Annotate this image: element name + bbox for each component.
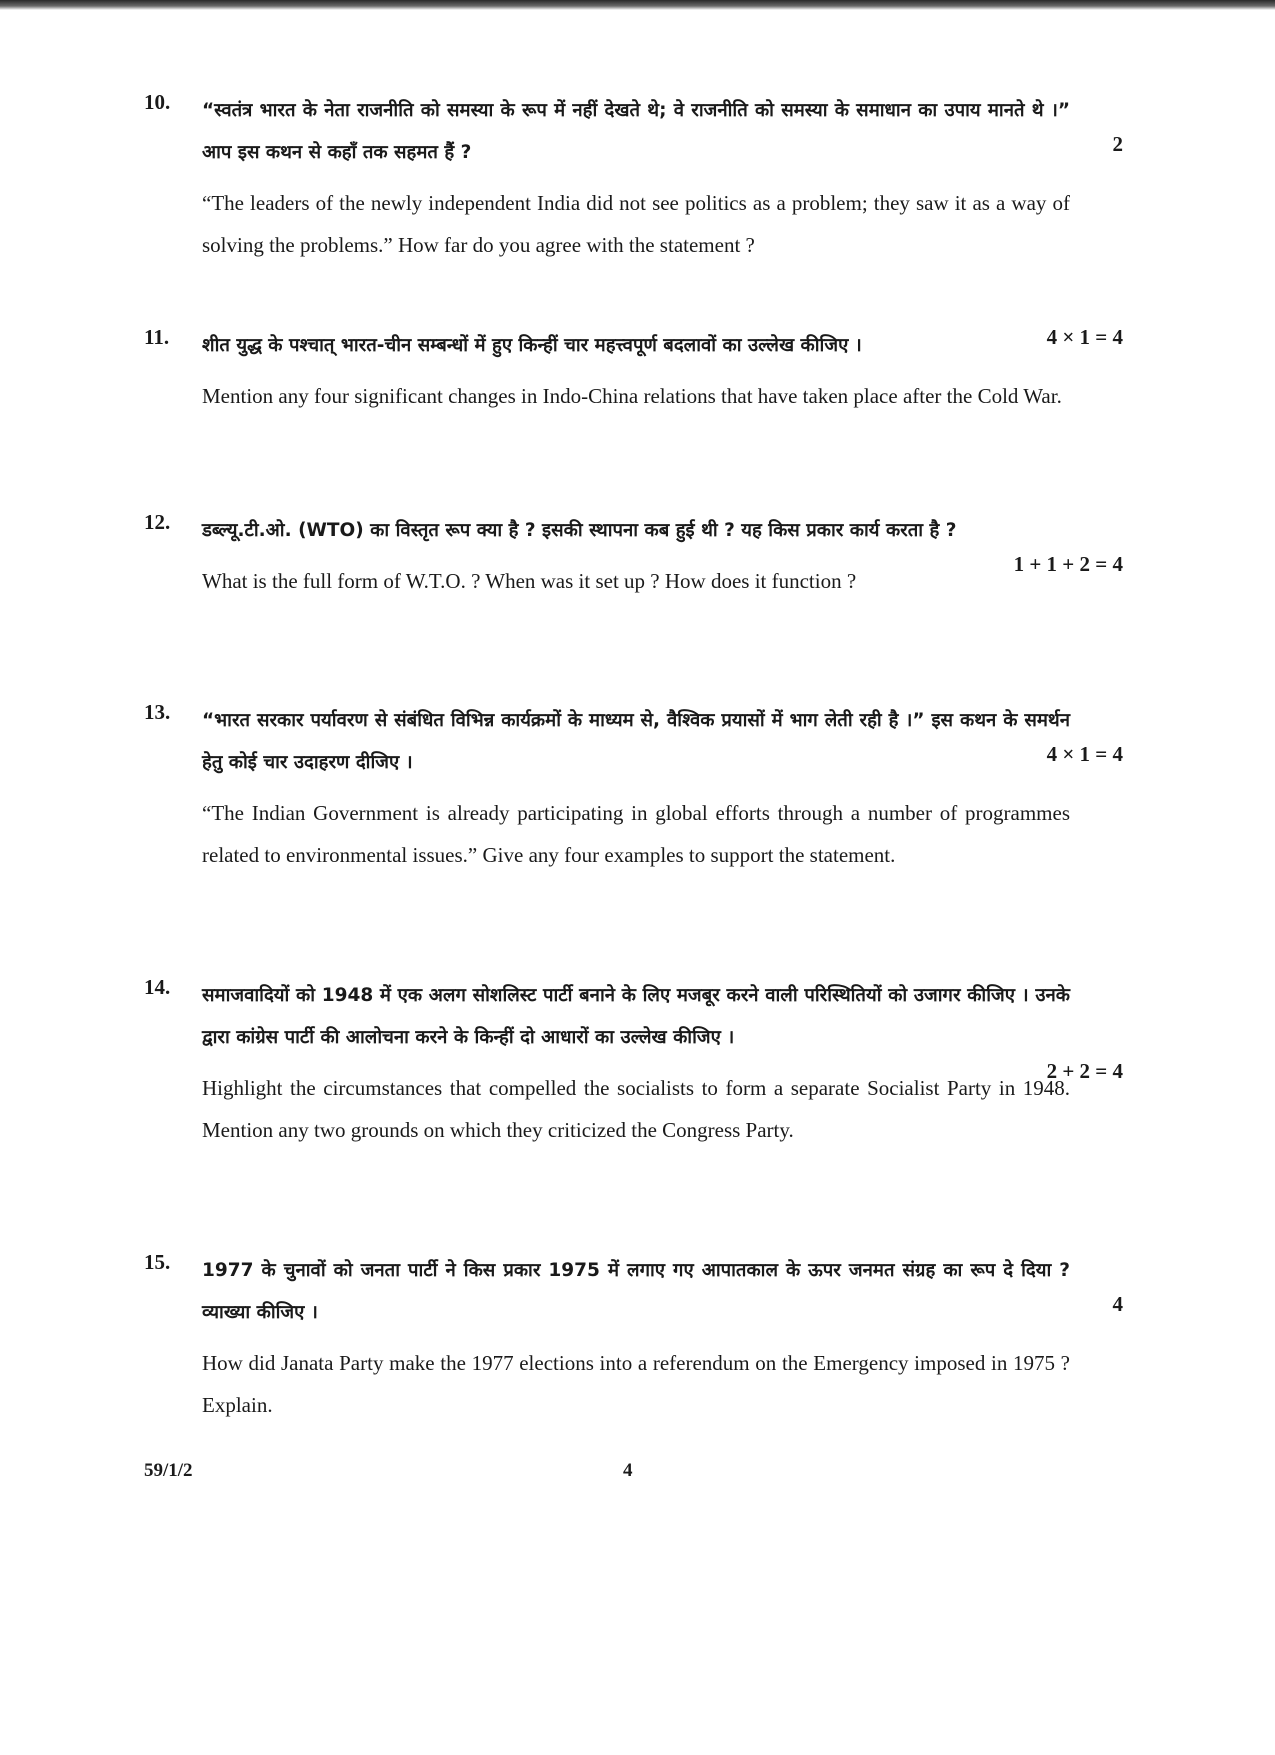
scan-edge <box>0 0 1275 10</box>
question-body <box>202 975 1070 1151</box>
question-number: 10. <box>144 90 171 114</box>
question-text-hindi: 1977 के चुनावों को जनता पार्टी ने किस प्रकार 1975 में लगाए गए आपातकाल के ऊपर जनमत संग्रह का रूप दे दिया ? व्याख्या कीजिए । <box>202 1260 1070 1323</box>
question-text-english: Mention any four significant changes in Indo-China relations that have taken place after the Cold War. <box>202 384 1062 408</box>
question-text-english: How did Janata Party make the 1977 elections into a referendum on the Emergency imposed in 1975 ? Explain. <box>202 1351 1070 1417</box>
question-text-english: “The Indian Government is already participating in global efforts through a number of programmes related to environmental issues.” Give any four examples to support the statement. <box>202 801 1070 867</box>
question-text-english: Highlight the circumstances that compelled the socialists to form a separate Socialist Party in 1948. Mention any two grounds on which they criticized the Congress Party. <box>202 1076 1070 1142</box>
question-number: 15. <box>144 1250 171 1274</box>
question-body <box>202 325 1070 417</box>
question-marks: 4 × 1 = 4 <box>1046 742 1123 766</box>
question-text-english: “The leaders of the newly independent India did not see politics as a problem; they saw it as a way of solving the problems.” How far do you agree with the statement ? <box>202 191 1070 257</box>
question-body <box>202 700 1070 876</box>
question-marks: 2 + 2 = 4 <box>1046 1059 1123 1083</box>
question-body <box>202 510 1070 602</box>
question-number: 12. <box>144 510 171 534</box>
question-text-hindi: शीत युद्ध के पश्चात् भारत-चीन सम्बन्धों में हुए किन्हीं चार महत्त्वपूर्ण बदलावों का उल्लेख कीजिए । <box>202 335 862 356</box>
question-marks: 4 × 1 = 4 <box>1046 325 1123 349</box>
question-text-hindi: समाजवादियों को 1948 में एक अलग सोशलिस्ट पार्टी बनाने के लिए मजबूर करने वाली परिस्थितियों को उजागर कीजिए । उनके द्वारा कांग्रेस पार्टी की आलोचना करने के किन्हीं दो आधारों का उल्लेख कीजिए । <box>202 985 1070 1048</box>
question-marks: 1 + 1 + 2 = 4 <box>1013 552 1123 576</box>
question-marks: 4 <box>1112 1292 1123 1316</box>
question-number: 14. <box>144 975 171 999</box>
question-text-hindi: “स्वतंत्र भारत के नेता राजनीति को समस्या के रूप में नहीं देखते थे; वे राजनीति को समस्या के समाधान का उपाय मानते थे ।” आप इस कथन से कहाँ तक सहमत हैं ? <box>202 100 1070 163</box>
question-text-english: What is the full form of W.T.O. ? When was it set up ? How does it function ? <box>202 569 857 593</box>
question-text-hindi: “भारत सरकार पर्यावरण से संबंधित विभिन्न कार्यक्रमों के माध्यम से, वैश्विक प्रयासों में भाग लेती रही है ।” इस कथन के समर्थन हेतु कोई चार उदाहरण दीजिए । <box>202 710 1070 773</box>
question-number: 11. <box>144 325 170 349</box>
question-body <box>202 1250 1070 1426</box>
question-body <box>202 90 1070 266</box>
question-marks: 2 <box>1112 132 1123 156</box>
question-text-hindi: डब्ल्यू.टी.ओ. (WTO) का विस्तृत रूप क्या है ? इसकी स्थापना कब हुई थी ? यह किस प्रकार कार्य करता है ? <box>202 520 957 541</box>
page-number: 4 <box>623 1460 633 1481</box>
question-number: 13. <box>144 700 171 724</box>
paper-code: 59/1/2 <box>144 1460 193 1481</box>
